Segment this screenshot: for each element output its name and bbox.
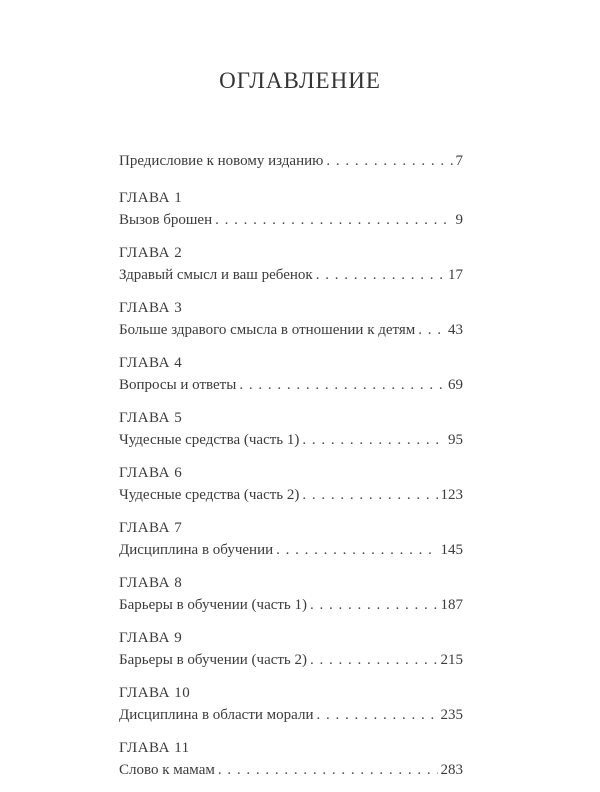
toc-entry-title: Вызов брошен	[119, 212, 213, 228]
dot-leader	[310, 594, 437, 616]
toc-row	[119, 374, 463, 396]
dot-leader	[218, 759, 438, 781]
chapter-number: ГЛАВА 11	[119, 740, 190, 756]
toc-entry-title: Слово к мамам	[119, 762, 215, 778]
toc-entry-chapter	[119, 407, 463, 451]
chapter-number: ГЛАВА 5	[119, 410, 183, 426]
toc-row	[119, 150, 463, 172]
toc-row	[119, 319, 463, 341]
toc-row	[119, 209, 463, 231]
toc-entry-chapter	[119, 517, 463, 561]
toc-row	[119, 704, 463, 726]
toc-row	[119, 429, 463, 451]
chapter-number: ГЛАВА 3	[119, 300, 183, 316]
toc-entry-chapter	[119, 627, 463, 671]
toc-entry-title: Вопросы и ответы	[119, 377, 237, 393]
dot-leader	[316, 704, 437, 726]
chapter-number: ГЛАВА 9	[119, 630, 183, 646]
toc-page-number: 95	[448, 432, 463, 448]
dot-leader	[418, 319, 445, 341]
toc-page-number: 235	[440, 707, 463, 723]
toc-page-number: 69	[448, 377, 463, 393]
toc-entry-title: Барьеры в обучении (часть 1)	[119, 597, 308, 613]
toc-entry-title: Барьеры в обучении (часть 2)	[119, 652, 308, 668]
toc-entry-chapter	[119, 682, 463, 726]
toc-entry-chapter	[119, 187, 463, 231]
page-title: ОГЛАВЛЕНИЕ	[219, 68, 381, 93]
toc-entry-title: Предисловие к новому изданию	[119, 153, 324, 169]
toc-row	[119, 264, 463, 286]
table-of-contents	[119, 150, 463, 792]
toc-page-number: 187	[440, 597, 463, 613]
toc-entry-chapter	[119, 242, 463, 286]
chapter-number: ГЛАВА 7	[119, 520, 183, 536]
toc-entry-chapter	[119, 297, 463, 341]
toc-entry-chapter	[119, 352, 463, 396]
toc-page-number: 9	[455, 212, 463, 228]
dot-leader	[215, 209, 452, 231]
toc-entry-title: Чудесные средства (часть 2)	[119, 487, 300, 503]
toc-entry-title: Здравый смысл и ваш ребенок	[119, 267, 313, 283]
toc-page-number: 215	[440, 652, 463, 668]
chapter-number: ГЛАВА 2	[119, 245, 183, 261]
toc-row	[119, 594, 463, 616]
toc-entry-chapter	[119, 737, 463, 781]
toc-entry-chapter	[119, 572, 463, 616]
toc-page-number: 7	[455, 153, 463, 169]
dot-leader	[239, 374, 445, 396]
chapter-number: ГЛАВА 10	[119, 685, 191, 701]
toc-page-number: 283	[440, 762, 463, 778]
toc-entry-title: Больше здравого смысла в отношении к детям	[119, 322, 416, 338]
toc-entry-title: Дисциплина в области морали	[119, 707, 314, 723]
toc-row	[119, 539, 463, 561]
toc-entry-chapter	[119, 462, 463, 506]
dot-leader	[316, 264, 445, 286]
toc-row	[119, 484, 463, 506]
toc-page-number: 17	[448, 267, 463, 283]
toc-entry-preface	[119, 150, 463, 172]
toc-row	[119, 759, 463, 781]
toc-entry-title: Дисциплина в обучении	[119, 542, 274, 558]
chapter-number: ГЛАВА 6	[119, 465, 183, 481]
dot-leader	[302, 484, 437, 506]
toc-entry-title: Чудесные средства (часть 1)	[119, 432, 300, 448]
dot-leader	[302, 429, 445, 451]
chapter-number: ГЛАВА 4	[119, 355, 183, 371]
dot-leader	[276, 539, 437, 561]
toc-row	[119, 649, 463, 671]
toc-page-number: 123	[440, 487, 463, 503]
dot-leader	[310, 649, 437, 671]
toc-page-number: 145	[440, 542, 463, 558]
chapter-number: ГЛАВА 1	[119, 190, 183, 206]
toc-page-number: 43	[448, 322, 463, 338]
chapter-number: ГЛАВА 8	[119, 575, 183, 591]
dot-leader	[326, 150, 452, 172]
